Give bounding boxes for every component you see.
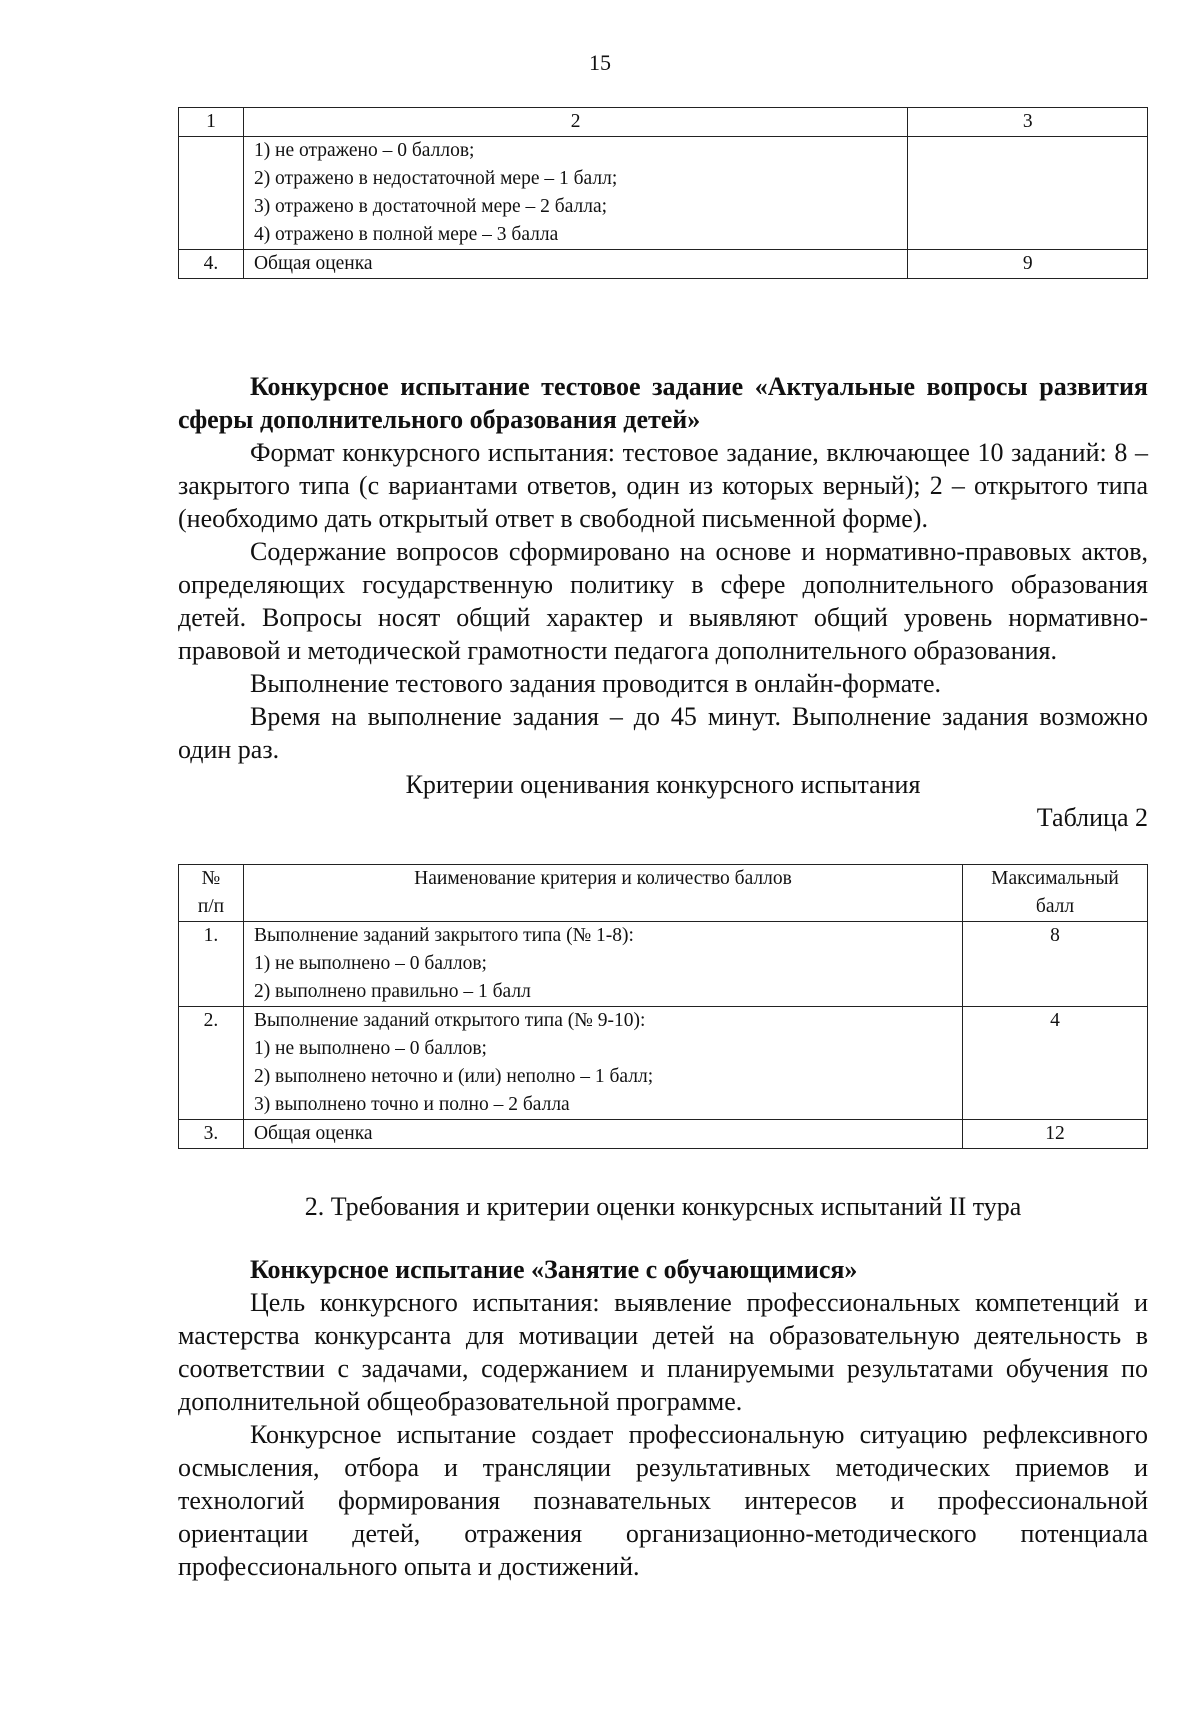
criteria-item: 2) отражено в недостаточной мере – 1 балл; (253, 168, 618, 189)
section-title: Конкурсное испытание «Занятие с обучающимися» (250, 1255, 858, 1284)
criteria-item: 1) не отражено – 0 баллов; (253, 140, 475, 161)
table-row (179, 137, 1148, 250)
table-cell-max: 4 (963, 1007, 1148, 1120)
section-tour-2 (178, 1190, 1148, 1583)
table-header-cell: № п/п (179, 865, 244, 922)
table-cell-max (908, 137, 1148, 250)
criteria-item: 1) не выполнено – 0 баллов; (253, 1038, 487, 1059)
section-test-task (178, 370, 1148, 834)
section-title: Конкурсное испытание тестовое задание «Актуальные вопросы развития сферы дополнительного образования детей» (178, 372, 1148, 434)
paragraph: Формат конкурсного испытания: тестовое задание, включающее 10 заданий: 8 – закрытого типа (с вариантами ответов, один из которых верный); 2 – открытого типа (необходимо дать открытый ответ в свободной письменной форме). (178, 438, 1148, 533)
table-header-row (179, 865, 1148, 922)
criteria-item: 3) выполнено точно и полно – 2 балла (253, 1094, 570, 1115)
criteria-item: 1) не выполнено – 0 баллов; (253, 953, 487, 974)
paragraph: Выполнение тестового задания проводится в онлайн-формате. (250, 669, 942, 698)
paragraph: Цель конкурсного испытания: выявление профессиональных компетенций и мастерства конкурсанта для мотивации детей на образовательную деятельность в соответствии с задачами, содержанием и планируемыми результатами обучения по дополнительной общеобразовательной программе. (178, 1288, 1148, 1416)
criteria-title: Выполнение заданий открытого типа (№ 9-10): (253, 1010, 646, 1031)
table-row (179, 1007, 1148, 1120)
table-cell-total-value: 9 (908, 250, 1148, 279)
criteria-title: Выполнение заданий закрытого типа (№ 1-8): (253, 925, 634, 946)
paragraph: Конкурсное испытание создает профессиональную ситуацию рефлексивного осмысления, отбора и трансляции результативных методических приемов и технологий формирования познавательных интересов и профессиональной ориентации детей, отражения организационно-методического потенциала профессионального опыта и достижений. (178, 1420, 1148, 1581)
table-total-row (179, 1120, 1148, 1149)
table-header-cell: Наименование критерия и количество баллов (243, 865, 962, 922)
table-header-cell: 2 (243, 108, 907, 137)
criteria-item: 2) выполнено неточно и (или) неполно – 1 балл; (253, 1066, 654, 1087)
table-cell-num: 4. (179, 250, 244, 279)
table-cell-criteria (243, 137, 907, 250)
table-header-cell: 3 (908, 108, 1148, 137)
table-header-cell: 1 (179, 108, 244, 137)
table-label: Таблица 2 (1036, 803, 1148, 832)
criteria-item: 4) отражено в полной мере – 3 балла (253, 224, 559, 245)
table-cell-num: 3. (179, 1120, 244, 1149)
table-cell-max: 8 (963, 922, 1148, 1007)
table-cell-num: 2. (179, 1007, 244, 1120)
criteria-item: 3) отражено в достаточной мере – 2 балла; (253, 196, 608, 217)
table-cell-total-label: Общая оценка (243, 1120, 962, 1149)
table-cell-num (179, 137, 244, 250)
criteria-title: Критерии оценивания конкурсного испытания (405, 770, 921, 799)
page-number: 15 (589, 50, 611, 75)
criteria-table-2 (178, 864, 1148, 1149)
table-cell-criteria (243, 1007, 962, 1120)
table-header-row (179, 108, 1148, 137)
table-total-row (179, 250, 1148, 279)
table-row (179, 922, 1148, 1007)
paragraph: Время на выполнение задания – до 45 минут. Выполнение задания возможно один раз. (178, 702, 1148, 764)
table-cell-total-label: Общая оценка (243, 250, 907, 279)
table-cell-total-value: 12 (963, 1120, 1148, 1149)
section-heading: 2. Требования и критерии оценки конкурсных испытаний II тура (304, 1192, 1022, 1221)
table-cell-criteria (243, 922, 962, 1007)
table-header-cell: Максимальный балл (963, 865, 1148, 922)
paragraph: Содержание вопросов сформировано на основе и нормативно-правовых актов, определяющих государственную политику в сфере дополнительного образования детей. Вопросы носят общий характер и выявляют общий уровень нормативно-правовой и методической грамотности педагога дополнительного образования. (178, 537, 1148, 665)
table-cell-num: 1. (179, 922, 244, 1007)
criteria-table-1 (178, 107, 1148, 279)
criteria-item: 2) выполнено правильно – 1 балл (253, 981, 531, 1002)
